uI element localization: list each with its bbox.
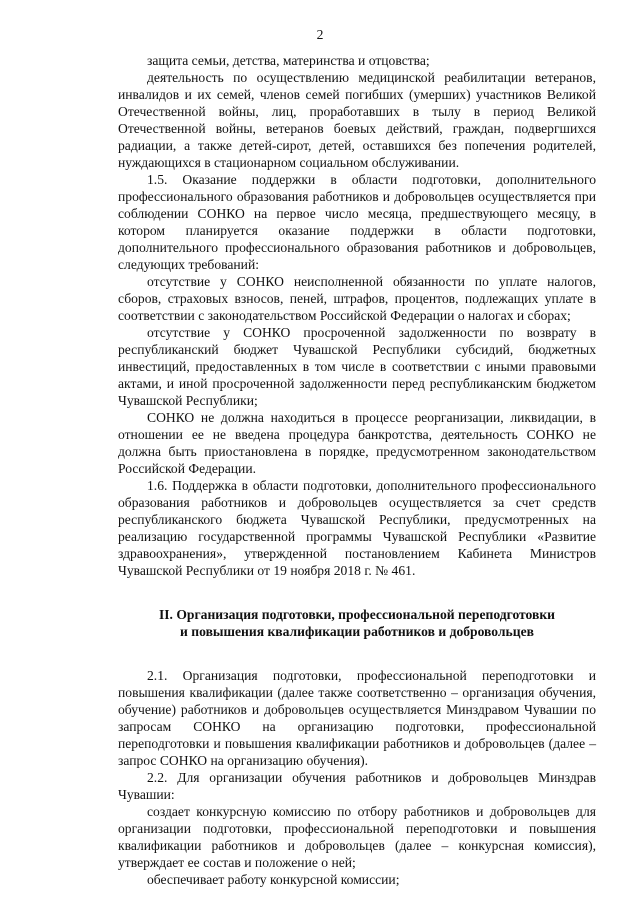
paragraph: 1.6. Поддержка в области подготовки, дополнительного профессионального образования работников и добровольцев осуществляется за счет средств республиканского бюджета Чувашской Республики, предусмотренных на реализацию государственной программы Чувашской Республики «Развитие здравоохранения», утвержденной постановлением Кабинета Министров Чувашской Республики от 19 ноября 2018 г. № 461. [118,478,596,578]
page-number: 2 [316,27,324,42]
paragraph: деятельность по осуществлению медицинской реабилитации ветеранов, инвалидов и их семей, членов семей погибших (умерших) участников Великой Отечественной войны, лиц, проработавших в тылу в период Великой Отечественной войны, ветеранов боевых действий, граждан, подвергшихся радиации, а также детей-сирот, детей, оставшихся без попечения родителей, нуждающихся в стационарном социальном обслуживании. [118,70,596,170]
spacer [118,640,596,667]
paragraph: 2.1. Организация подготовки, профессиональной переподготовки и повышения квалификации (далее также соответственно – организация обучения, обучение) работников и добровольцев осуществляется Минздравом Чувашии по запросам СОНКО на организацию подготовки, профессиональной переподготовки и повышения квалификации работников и добровольцев (далее – запрос СОНКО на организацию обучения). [118,668,596,768]
section-heading [118,606,596,640]
section-heading-line: II. Организация подготовки, профессиональной переподготовки [158,607,556,622]
paragraph: обеспечивает работу конкурсной комиссии; [147,872,400,887]
document-body [118,52,596,888]
paragraph: отсутствие у СОНКО просроченной задолженности по возврату в республиканский бюджет Чувашской Республики субсидий, бюджетных инвестиций, предоставленных в том числе в соответствии с иными правовыми актами, и иной просроченной задолженности перед республиканским бюджетом Чувашской Республики; [118,325,596,408]
paragraph: защита семьи, детства, материнства и отцовства; [147,53,430,68]
paragraph: 1.5. Оказание поддержки в области подготовки, дополнительного профессионального образования работников и добровольцев осуществляется при соблюдении СОНКО на первое число месяца, предшествующего месяцу, в котором планируется оказание поддержки в области подготовки, дополнительного профессионального образования работников и добровольцев, следующих требований: [118,172,596,272]
section-heading-line: и повышения квалификации работников и добровольцев [180,624,534,639]
paragraph: создает конкурсную комиссию по отбору работников и добровольцев для организации подготовки, профессиональной переподготовки и повышения квалификации работников и добровольцев (далее – конкурсная комиссия), утверждает ее состав и положение о ней; [118,804,596,870]
paragraph: 2.2. Для организации обучения работников и добровольцев Минздрав Чувашии: [118,770,596,802]
paragraph: отсутствие у СОНКО неисполненной обязанности по уплате налогов, сборов, страховых взносов, пеней, штрафов, процентов, подлежащих уплате в соответствии с законодательством Российской Федерации о налогах и сборах; [118,274,596,323]
paragraph: СОНКО не должна находиться в процессе реорганизации, ликвидации, в отношении ее не введена процедура банкротства, деятельность СОНКО не должна быть приостановлена в порядке, предусмотренном законодательством Российской Федерации. [118,410,596,476]
